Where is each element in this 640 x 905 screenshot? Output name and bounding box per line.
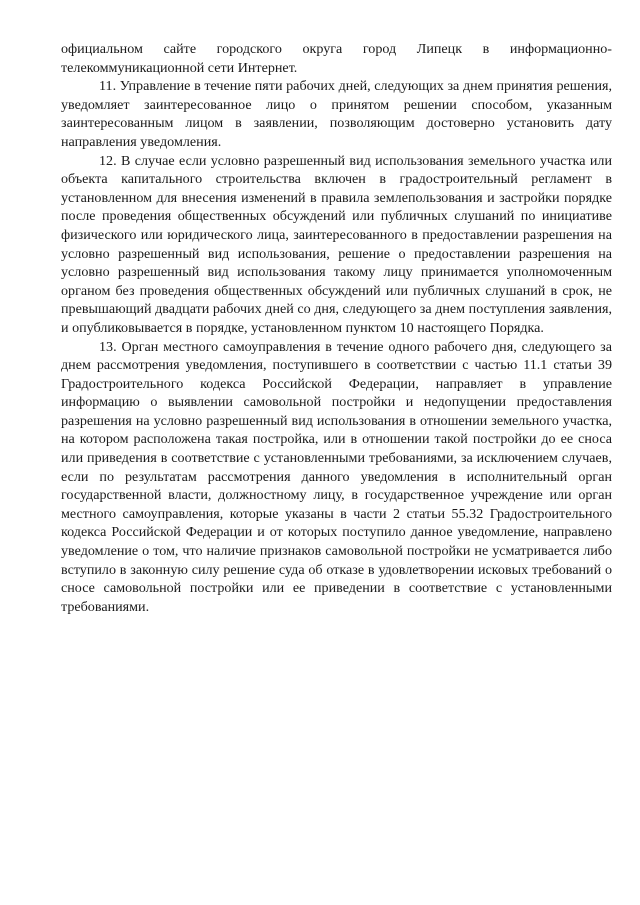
paragraph-11: 11. Управление в течение пяти рабочих дней, следующих за днем принятия решения, уведомляет заинтересованное лицо о принятом решении способом, указанным заинтересованным лицом в заявлении, позволяющим достоверно установить дату направления уведомления.	[61, 78, 612, 150]
paragraph-continuation: официальном сайте городского округа город Липецк в информационно-телекоммуникационной сети Интернет.	[61, 41, 612, 76]
paragraph-13: 13. Орган местного самоуправления в течение одного рабочего дня, следующего за днем рассмотрения уведомления, поступившего в соответствии с частью 11.1 статьи 39 Градостроительного кодекса Российской Федерации, направляет в управление информацию о выявлении самовольной постройки и недопущении предоставления разрешения на условно разрешенный вид использования в отношении земельного участка, на котором расположена такая постройка, или в отношении такой постройки до ее сноса или приведения в соответствие с установленными требованиями, за исключением случаев, если по результатам рассмотрения данного уведомления в исполнительный орган государственной власти, должностному лицу, в государственное учреждение или орган местного самоуправления, которые указаны в части 2 статьи 55.32 Градостроительного кодекса Российской Федерации и от которых поступило данное уведомление, направлено уведомление о том, что наличие признаков самовольной постройки не усматривается либо вступило в законную силу решение суда об отказе в удовлетворении исковых требований о сносе самовольной постройки или ее приведении в соответствие с установленными требованиями.	[61, 338, 612, 615]
paragraph-12: 12. В случае если условно разрешенный вид использования земельного участка или объекта капитального строительства включен в градостроительный регламент в установленном для внесения изменений в правила землепользования и застройки порядке после проведения общественных обсуждений или публичных слушаний по инициативе физического или юридического лица, заинтересованного в предоставлении разрешения на условно разрешенный вид использования, решение о предоставлении разрешения на условно разрешенный вид использования такому лицу принимается уполномоченным органом без проведения общественных обсуждений или публичных слушаний в срок, не превышающий двадцати рабочих дней со дня, следующего за днем поступления заявления, и опубликовывается в порядке, установленном пунктом 10 настоящего Порядка.	[61, 152, 612, 336]
document-page	[61, 40, 612, 616]
